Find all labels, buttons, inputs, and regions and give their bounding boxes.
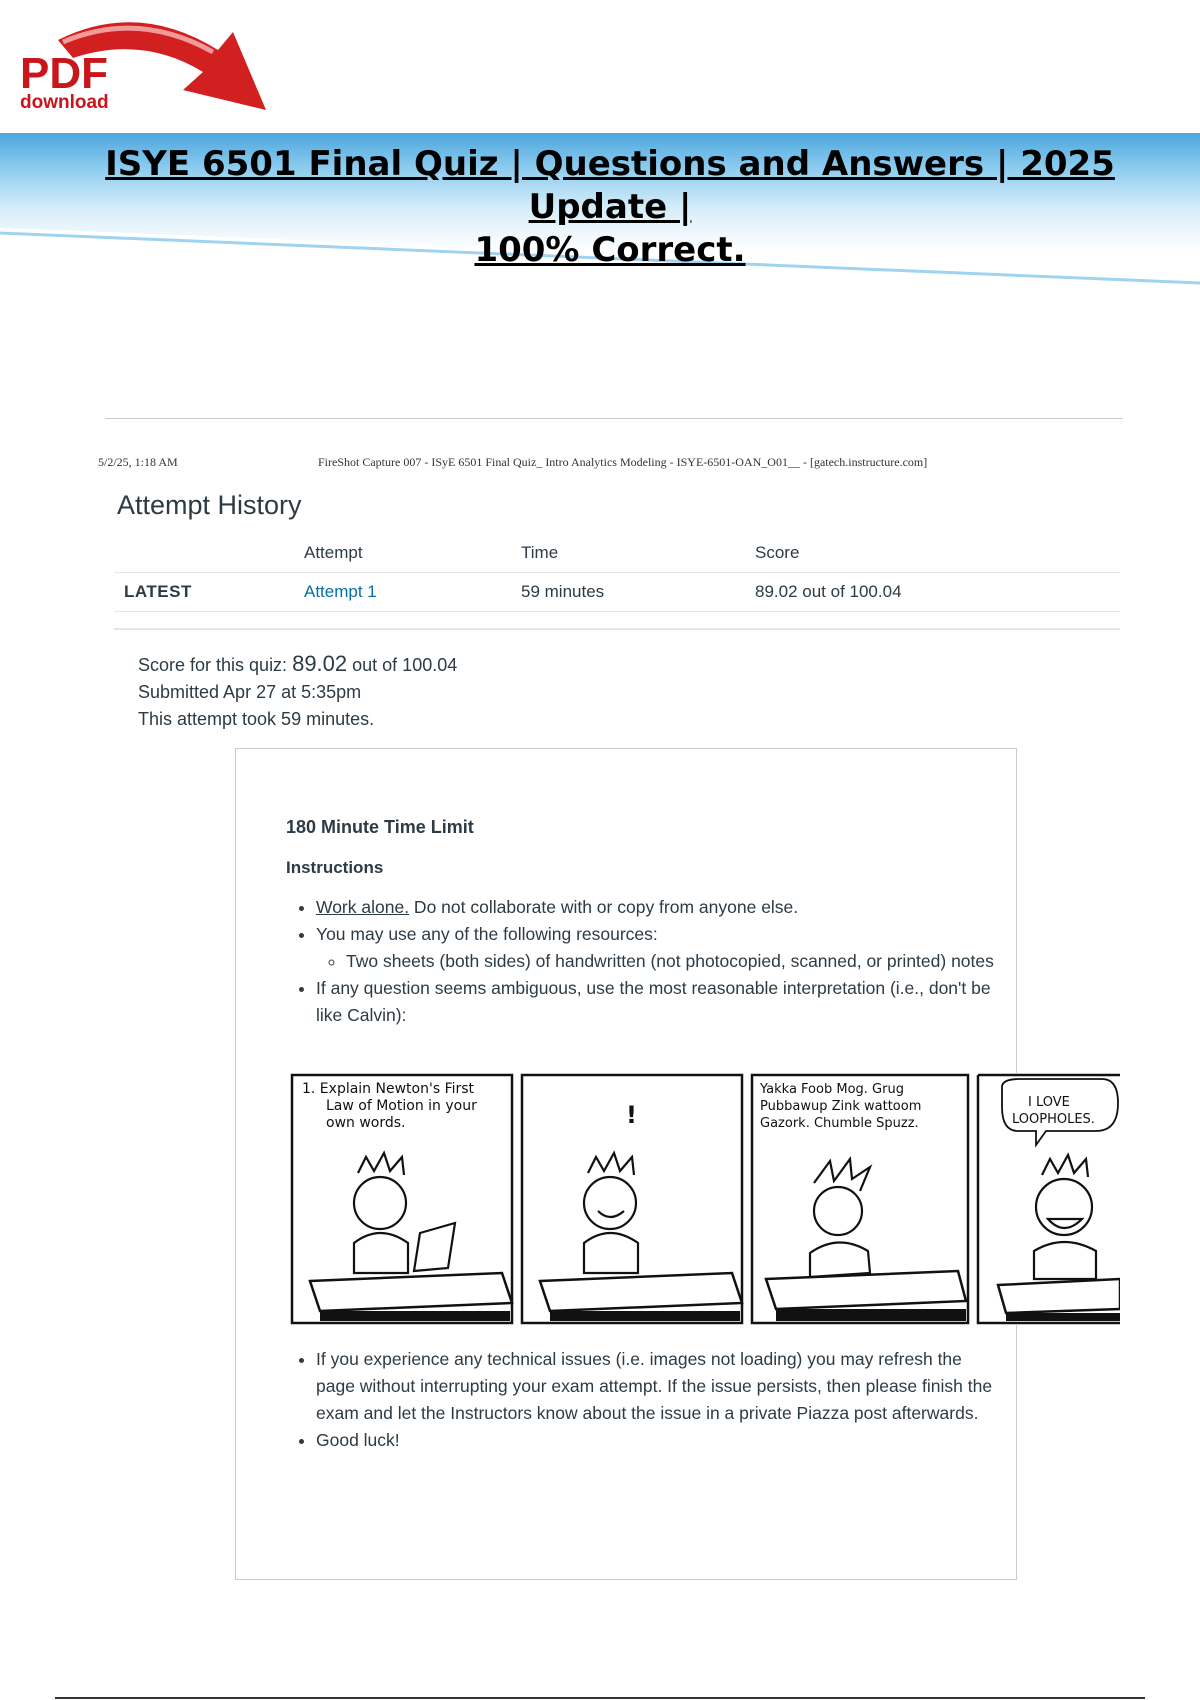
- comic-text-line: 1. Explain Newton's First: [302, 1081, 475, 1097]
- list-item: • If any question seems ambiguous, use the most reasonable interpretation (i.e., don't be like Calvin):: [316, 975, 996, 1029]
- calvin-comic-strip: [290, 1073, 1120, 1325]
- list-item: • Good luck!: [316, 1427, 996, 1454]
- document-title: ISYE 6501 Final Quiz | Questions and Answers | 2025 Update | 100% Correct.: [105, 144, 1115, 270]
- desk-2: [540, 1273, 742, 1311]
- latest-label: LATEST: [114, 573, 304, 612]
- duration-line: This attempt took 59 minutes.: [138, 709, 375, 729]
- attempt-history-table: [114, 538, 1120, 612]
- table-bottom-divider: [114, 628, 1120, 630]
- pdf-arrow-icon: [18, 10, 288, 120]
- time-cell: 59 minutes: [521, 573, 755, 612]
- bottom-divider: [55, 1697, 1145, 1699]
- list-item: ◦ Two sheets (both sides) of handwritten (not photocopied, scanned, or printed) notes: [346, 948, 996, 975]
- desk-shadow: [776, 1309, 966, 1321]
- desk-shadow: [550, 1311, 740, 1321]
- comic-text-line: Law of Motion in your: [326, 1098, 477, 1114]
- quiz-score-line: Score for this quiz: 89.02 out of 100.04: [138, 651, 458, 676]
- quiz-score-value: 89.02: [292, 651, 348, 676]
- desk-3: [766, 1271, 966, 1309]
- resource-sublist: [316, 948, 996, 975]
- comic-text-line: own words.: [326, 1115, 406, 1131]
- attempt-history-title: Attempt History: [117, 490, 302, 520]
- blank-header: [114, 538, 304, 573]
- comic-text-line: Gazork. Chumble Spuzz.: [760, 1116, 919, 1131]
- list-item: • If you experience any technical issues (i.e. images not loading) you may refresh the page without interrupting your exam attempt. If the issue persists, then please finish the exam and let the Instructors know about the issue in a private Piazza post afterwards.: [316, 1346, 996, 1427]
- pdf-logo-text: PDF: [20, 49, 108, 98]
- attempt-column-header: Attempt: [304, 538, 521, 573]
- attempt-cell: [304, 573, 521, 612]
- list-item: • Work alone. Do not collaborate with or copy from anyone else.: [316, 894, 996, 921]
- comic-text-line: Yakka Foob Mog. Grug: [760, 1082, 904, 1097]
- instructions-heading: Instructions: [286, 858, 384, 877]
- score-column-header: Score: [755, 538, 1120, 573]
- capture-date: 5/2/25, 1:18 AM: [98, 455, 178, 469]
- title-banner: [0, 133, 1200, 290]
- submitted-line: Submitted Apr 27 at 5:35pm: [138, 682, 362, 702]
- table-row: [114, 573, 1120, 612]
- capture-source: FireShot Capture 007 - ISyE 6501 Final Quiz_ Intro Analytics Modeling - ISYE-6501-OAN_O01__ - [gatech.instructure.com]: [318, 455, 928, 469]
- comic-text-line: LOOPHOLES.: [1012, 1112, 1095, 1127]
- time-limit-heading: 180 Minute Time Limit: [286, 817, 474, 837]
- attempt-1-link[interactable]: Attempt 1: [304, 582, 377, 601]
- instructions-list: [286, 894, 996, 1029]
- table-header-row: [114, 538, 1120, 573]
- comic-exclamation: !: [626, 1101, 637, 1129]
- list-item: • You may use any of the following resources: ◦ Two sheets (both sides) of handwritten (not photocopied, scanned, or printed) notes: [316, 921, 996, 975]
- instructions-list-continued: [286, 1346, 996, 1454]
- comic-text-line: I LOVE: [1028, 1095, 1070, 1110]
- work-alone-emphasis: Work alone.: [316, 897, 410, 917]
- desk-1: [310, 1273, 512, 1311]
- desk-shadow: [320, 1311, 510, 1321]
- score-summary: [138, 650, 457, 733]
- download-logo-text: download: [20, 92, 109, 113]
- top-divider: [105, 418, 1123, 419]
- pdf-download-logo: [18, 10, 288, 120]
- time-column-header: Time: [521, 538, 755, 573]
- desk-4: [998, 1279, 1120, 1313]
- score-cell: 89.02 out of 100.04: [755, 573, 1120, 612]
- desk-shadow: [1006, 1313, 1120, 1321]
- comic-text-line: Pubbawup Zink wattoom: [760, 1099, 922, 1114]
